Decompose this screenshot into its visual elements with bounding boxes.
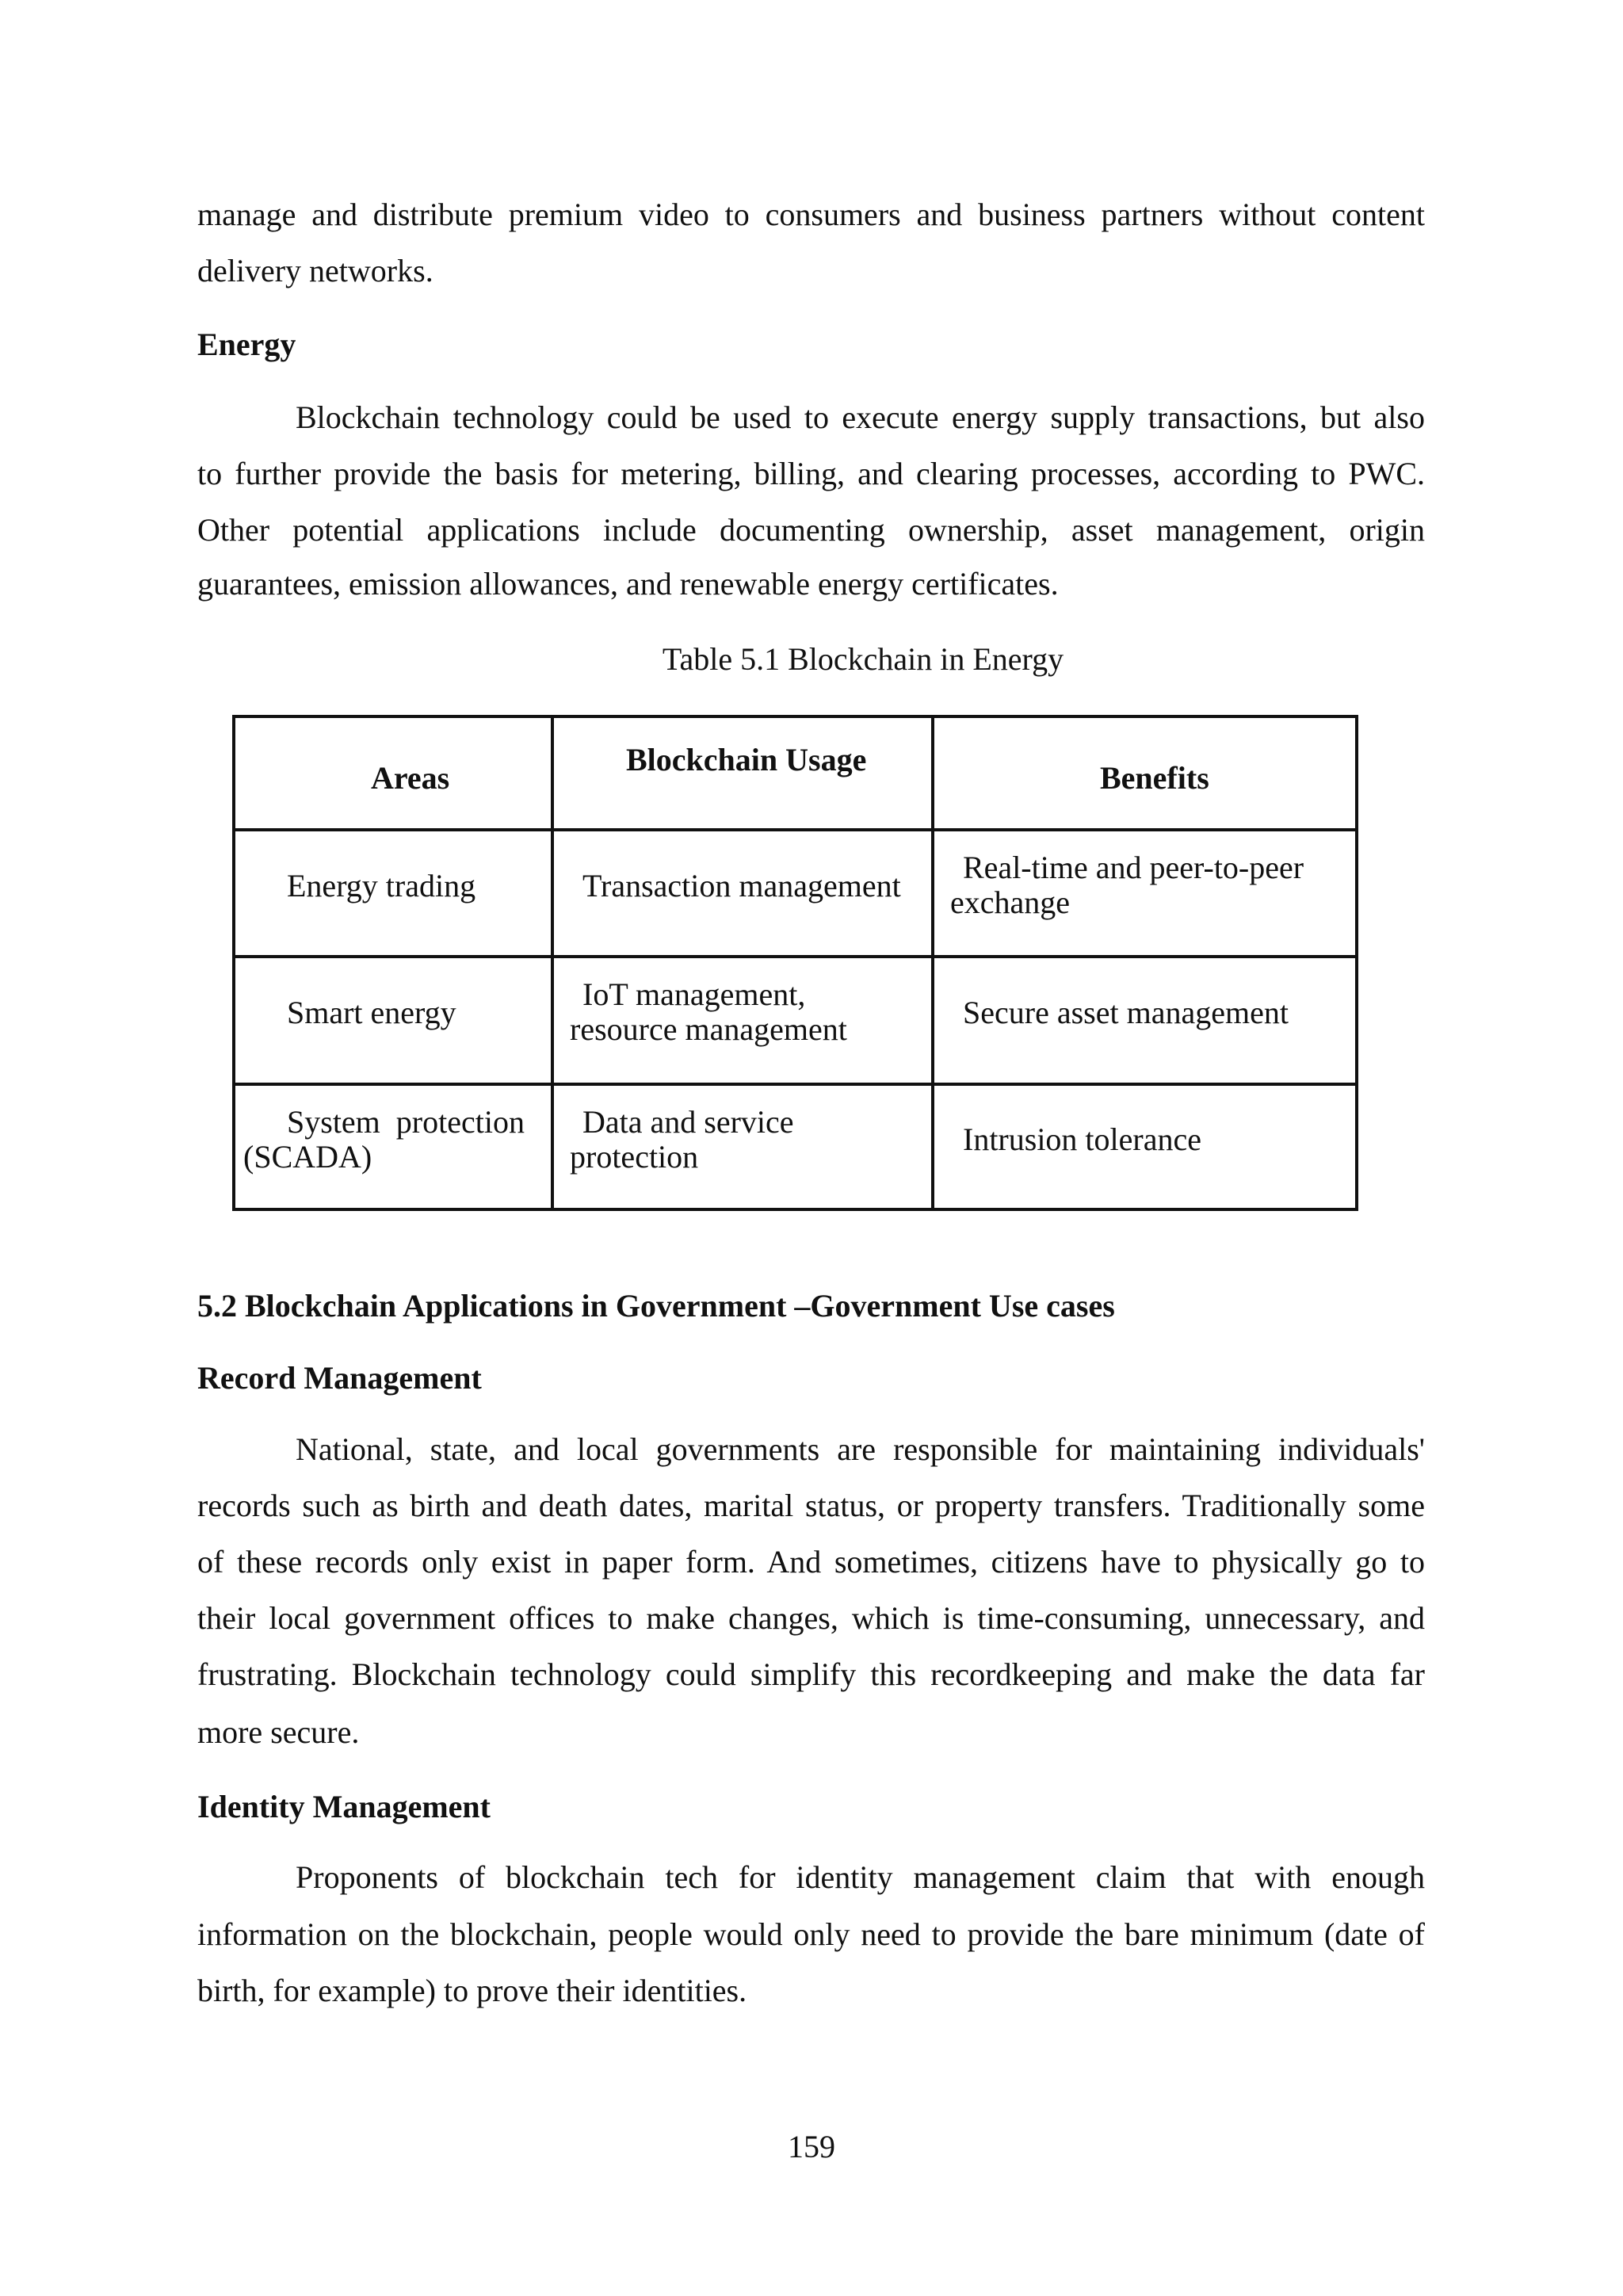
table-cell-usage: IoT management, [582,976,806,1012]
record-management-heading: Record Management [197,1360,482,1396]
energy-paragraph-line-3: Other potential applications include documenting ownership, asset management, origin [197,512,1425,548]
identity-paragraph-line-2: information on the blockchain, people would only need to provide the bare minimum (date of [197,1916,1425,1952]
table-row-divider [232,1083,1358,1086]
table-cell-benefit: Intrusion tolerance [963,1121,1201,1157]
identity-paragraph-line-1: Proponents of blockchain tech for identity management claim that with enough [296,1859,1425,1895]
table-caption: Table 5.1 Blockchain in Energy [662,641,1064,677]
table-cell-benefit: Real-time and peer-to-peer [963,850,1304,885]
record-paragraph-line-2: records such as birth and death dates, marital status, or property transfers. Traditionally some [197,1488,1425,1523]
record-paragraph-line-1: National, state, and local governments are responsible for maintaining individuals' [296,1431,1425,1467]
energy-heading: Energy [197,327,296,362]
table-header-blockchain-usage: Blockchain Usage [626,742,867,777]
table-cell-benefit: Secure asset management [963,995,1289,1030]
table-row-divider [232,828,1358,831]
table-column-divider [551,715,554,1211]
table-cell-usage: Transaction management [582,868,901,904]
table-cell-usage-cont: resource management [570,1011,847,1047]
identity-paragraph-line-3: birth, for example) to prove their identities. [197,1973,747,2008]
table-cell-usage: Data and service [582,1104,794,1140]
table-cell-area: Energy trading [287,868,476,904]
table-cell-area: System protection [287,1104,525,1140]
table-cell-area-cont: (SCADA) [243,1139,372,1175]
table-header-areas: Areas [371,760,450,796]
table-row-divider [232,955,1358,958]
energy-paragraph-line-1: Blockchain technology could be used to execute energy supply transactions, but also [296,399,1425,435]
energy-paragraph-line-4: guarantees, emission allowances, and renewable energy certificates. [197,566,1059,602]
section-heading: 5.2 Blockchain Applications in Government –Government Use cases [197,1288,1115,1324]
record-paragraph-line-4: their local government offices to make changes, which is time-consuming, unnecessary, and [197,1600,1425,1636]
record-paragraph-line-5: frustrating. Blockchain technology could simplify this recordkeeping and make the data far [197,1656,1425,1692]
identity-management-heading: Identity Management [197,1789,491,1824]
table-header-benefits: Benefits [1100,760,1209,796]
page-number: 159 [788,2129,835,2164]
table-cell-benefit-cont: exchange [950,884,1071,920]
record-paragraph-line-3: of these records only exist in paper form. And sometimes, citizens have to physically go to [197,1544,1425,1580]
intro-line-2: delivery networks. [197,253,433,288]
record-paragraph-line-6: more secure. [197,1714,360,1750]
table-column-divider [931,715,934,1211]
table-cell-usage-cont: protection [570,1139,699,1175]
intro-line-1: manage and distribute premium video to consumers and business partners without content [197,197,1425,232]
energy-paragraph-line-2: to further provide the basis for metering, billing, and clearing processes, according to PWC. [197,456,1425,491]
table-cell-area: Smart energy [287,995,456,1030]
